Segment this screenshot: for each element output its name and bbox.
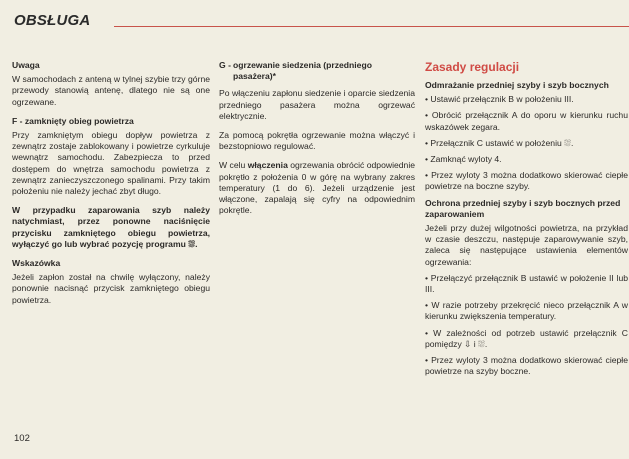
g-paragraph-3 (219, 160, 415, 216)
warning-text: W przypadku zaparowania szyb należy natychmiast, przez ponowne naciśnięcie przycisku zamkniętego obiegu powietrza, wyłączyć go lub wybrać pozycję programu ⛆. (12, 205, 210, 249)
g-letter: G - (219, 60, 231, 70)
uwaga-heading: Uwaga (12, 60, 40, 70)
page-title: OBSŁUGA (14, 12, 91, 29)
antifog-heading: Ochrona przedniej szyby i szyb bocznych przed zaparowaniem (425, 197, 621, 219)
defrost-heading: Odmrażanie przedniej szyby i szyb bocznych (425, 80, 609, 90)
section-title: Zasady regulacji (425, 60, 520, 74)
header-rule (114, 26, 629, 27)
defrost-bullet: • Przełącznik C ustawić w położeniu ⛆. (425, 138, 628, 149)
defrost-bullet: • Obrócić przełącznik A do oporu w kierunku ruchu wskazówek zegara. (425, 110, 628, 132)
column-right (425, 60, 628, 382)
page-header (12, 9, 629, 37)
defrost-bullet: • Zamknąć wyloty 4. (425, 154, 628, 165)
antifog-bullet: • Przez wyloty 3 można dodatkowo skierować ciepłe powietrze na szyby boczne. (425, 355, 628, 377)
antifog-bullet: • Przełączyć przełącznik B ustawić w położenie II lub III. (425, 273, 628, 295)
uwaga-text: W samochodach z anteną w tylnej szybie trzy górne przewody stanowią antenę, dlatego nie są one ogrzewane. (12, 74, 210, 107)
antifog-bullet: • W zależności od potrzeb ustawić przełącznik C pomiędzy ⇩ i ⛆. (425, 328, 628, 350)
antifog-text: Jeżeli przy dużej wilgotności powietrza, na przykład w czasie deszczu, następuje zaparowywanie szyb, zaleca się następujące ustawienia elementów ogrzewania: (425, 223, 628, 267)
f-text: Przy zamkniętym obiegu dopływ powietrza z zewnątrz zostaje zablokowany i powietrze cyrkuluje wewnątrz samochodu. Zabezpiecza to przed dostępem do wnętrza samochodu powietrza z zewnątrz zanieczyszczonego spalinami. Przy takim położeniu nie należy jechać zbyt długo. (12, 130, 210, 197)
wskazowka-heading: Wskazówka (12, 258, 61, 269)
g-p3-pre: W celu (219, 160, 248, 171)
g-heading-block (219, 60, 415, 82)
g-p3-bold: włączenia (247, 160, 288, 171)
g-heading: ogrzewanie siedzenia (przedniego pasażera)* (233, 60, 372, 82)
wskazowka-text: Jeżeli zapłon został na chwilę wyłączony, należy ponownie nacisnąć przycisk zamkniętego obiegu powietrza. (12, 272, 210, 305)
antifog-bullet: • W razie potrzeby przekręcić nieco przełącznik A w kierunku zwiększenia temperatury. (425, 300, 628, 322)
column-left (12, 60, 210, 314)
column-middle (219, 60, 415, 224)
page-number: 102 (14, 433, 30, 444)
defrost-bullet: • Przez wyloty 3 można dodatkowo skierować ciepłe powietrze na boczne szyby. (425, 170, 628, 192)
g-paragraph-2: Za pomocą pokrętła ogrzewanie można włączyć i bezstopniowo regulować. (219, 130, 415, 152)
g-p3-post: ogrzewania obrócić odpowiednie pokrętło z położenia 0 w górę na wybrany zakres temperatury (1 do 6). Jeżeli urządzenie jest włączone, zapalają się cyfry na odpowiednim pokrętle. (219, 160, 416, 216)
g-paragraph-1: Po włączeniu zapłonu siedzenie i oparcie siedzenia przedniego pasażera można ogrzewać elektrycznie. (219, 88, 415, 121)
defrost-bullet: • Ustawić przełącznik B w położeniu III. (425, 94, 628, 105)
f-heading: F - zamknięty obieg powietrza (12, 115, 134, 126)
